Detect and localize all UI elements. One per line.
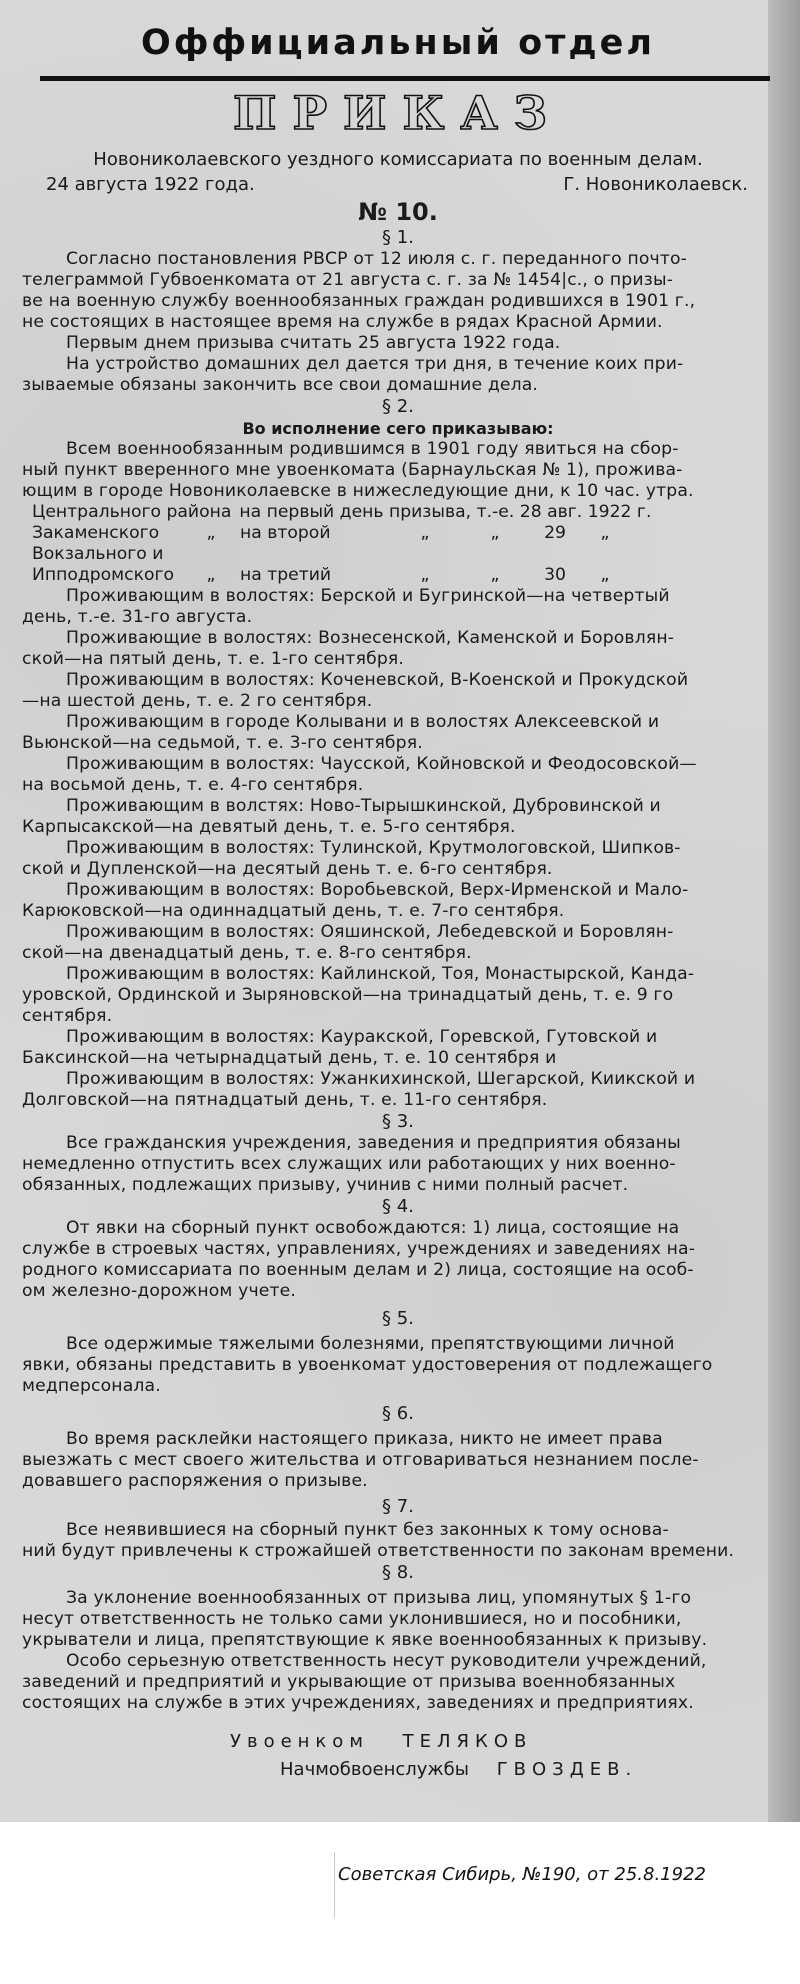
signature-name: ГВОЗДЕВ. — [496, 1759, 638, 1780]
body-line: Согласно постановления РВСР от 12 июля с. г. переданного почто- — [66, 249, 687, 269]
body-line: ющим в городе Новониколаевске в нижеследующие дни, к 10 час. утра. — [22, 481, 694, 501]
body-line: Все одержимые тяжелыми болезнями, препятствующими личной — [66, 1334, 675, 1354]
body-line: Проживающим в волостях: Ужанкихинской, Шегарской, Киикской и — [66, 1069, 696, 1089]
body-line: на восьмой день, т. е. 4-го сентября. — [22, 775, 364, 795]
ditto-mark: „ — [490, 565, 500, 585]
section-1-heading: § 1. — [382, 227, 414, 248]
district-date: 29 — [544, 523, 566, 543]
section-7-heading: § 7. — [382, 1496, 414, 1517]
section-6-heading: § 6. — [382, 1403, 414, 1424]
body-line: день, т.-е. 31-го августа. — [22, 607, 253, 627]
body-line: уровской, Ординской и Зыряновской—на тринадцатый день, т. е. 9 го — [22, 985, 674, 1005]
source-caption: Советская Сибирь, №190, от 25.8.1922 — [338, 1864, 706, 1885]
ditto-mark: „ — [600, 565, 610, 585]
district-row — [22, 523, 774, 544]
body-line: довавшего распоряжения о призыве. — [22, 1471, 368, 1491]
body-line: Все неявившиеся на сборный пункт без законных к тому основа- — [66, 1520, 669, 1540]
signature-name: ТЕЛЯКОВ — [402, 1731, 533, 1752]
caption-divider — [334, 1852, 335, 1918]
district-date: 30 — [544, 565, 566, 585]
body-line: заведений и предприятий и укрывающие от призыва военнобязанных — [22, 1672, 676, 1692]
district-day: на второй — [240, 523, 331, 543]
body-line: ской—на двенадцатый день, т. е. 8-го сентября. — [22, 943, 472, 963]
order-place: Г. Новониколаевск. — [563, 174, 748, 195]
body-line: Все гражданския учреждения, заведения и предприятия обязаны — [66, 1133, 681, 1153]
body-line: телеграммой Губвоенкомата от 21 августа с. г. за № 1454|с., о призы- — [22, 270, 674, 290]
order-number: № 10. — [358, 198, 438, 226]
body-line: ской и Дупленской—на десятый день т. е. 6-го сентября. — [22, 859, 553, 879]
district-name: Закаменского — [32, 523, 160, 543]
body-line: не состоящих в настоящее время на службе в рядах Красной Армии. — [22, 312, 663, 332]
body-line: Первым днем призыва считать 25 августа 1922 года. — [66, 333, 561, 353]
ditto-mark: „ — [206, 565, 216, 585]
signature-line — [230, 1728, 774, 1756]
body-line: ний будут привлечены к строжайшей ответственности по законам времени. — [22, 1541, 735, 1561]
body-line: На устройство домашних дел дается три дня, в течение коих при- — [66, 354, 684, 374]
signature-line — [280, 1756, 774, 1784]
district-day: на первый день призыва, т.-е. 28 авг. 1922 г. — [239, 502, 652, 522]
district-day: на третий — [240, 565, 332, 585]
section-8-heading: § 8. — [382, 1562, 414, 1583]
body-line: Проживающим в волостях: Ояшинской, Лебедевской и Боровлян- — [66, 922, 674, 942]
district-name: Центрального района — [32, 502, 232, 522]
body-line: ом железно-дорожном учете. — [22, 1281, 296, 1301]
body-line: Проживающим в волстях: Ново-Тырышкинской, Дубровинской и — [66, 796, 661, 816]
body-line: Долговской—на пятнадцатый день, т. е. 11-го сентября. — [22, 1090, 548, 1110]
body-line: ный пункт вверенного мне увоенкомата (Барнаульская № 1), прожива- — [22, 460, 683, 480]
body-line: родного комиссариата по военным делам и 2) лица, состоящие на особ- — [22, 1260, 694, 1280]
newspaper-column — [22, 0, 774, 1784]
signature-title: Начмобвоенслужбы — [280, 1759, 469, 1780]
district-name: Вокзального и — [32, 544, 164, 564]
district-name: Ипподромского — [32, 565, 175, 585]
district-row — [22, 502, 774, 523]
body-line: Проживающие в волостях: Вознесенской, Каменской и Боровлян- — [66, 628, 675, 648]
district-row — [22, 544, 774, 565]
body-line: Проживающим в волостях: Чаусской, Койновской и Феодосовской— — [66, 754, 697, 774]
body-line: Проживающим в волостях: Тулинской, Крутмологовской, Шипков- — [66, 838, 681, 858]
body-line: Карпысакской—на девятый день, т. е. 5-го сентября. — [22, 817, 516, 837]
signature-title: Увоенком — [230, 1731, 369, 1752]
body-line: службе в строевых частях, управлениях, учреждениях и заведениях на- — [22, 1239, 696, 1259]
body-line: Проживающим в волостях: Кауракской, Горевской, Гутовской и — [66, 1027, 658, 1047]
section-header: Оффициальный отдел — [140, 23, 656, 63]
body-line: выезжать с мест своего жительства и отговариваться незнанием после- — [22, 1450, 699, 1470]
body-line: Карюковской—на одиннадцатый день, т. е. 7-го сентября. — [22, 901, 565, 921]
body-line: ве на военную службу военнообязанных граждан родившихся в 1901 г., — [22, 291, 696, 311]
body-line: состоящих на службе в этих учреждениях, заведениях и предприятиях. — [22, 1693, 694, 1713]
body-line: явки, обязаны представить в увоенкомат удостоверения от подлежащего — [22, 1355, 713, 1375]
section-4-heading: § 4. — [382, 1196, 414, 1217]
ditto-mark: „ — [490, 523, 500, 543]
section-5-heading: § 5. — [382, 1308, 414, 1329]
body-line: —на шестой день, т. е. 2 го сентября. — [22, 691, 373, 711]
section-2-heading: § 2. — [382, 396, 414, 417]
body-line: медперсонала. — [22, 1376, 161, 1396]
body-line: Вьюнской—на седьмой, т. е. 3-го сентября. — [22, 733, 423, 753]
body-line: Проживающим в городе Колывани и в волостях Алексеевской и — [66, 712, 660, 732]
dateline — [22, 172, 774, 197]
body-line: Проживающим в волостях: Воробьевской, Верх-Ирменской и Мало- — [66, 880, 689, 900]
body-line: укрыватели и лица, препятствующие к явке военнообязанных к призыву. — [22, 1630, 708, 1650]
order-date: 24 августа 1922 года. — [46, 174, 255, 195]
body-line: Проживающим в волостях: Коченевской, В-Коенской и Прокудской — [66, 670, 689, 690]
body-line: Проживающим в волостях: Берской и Бугринской—на четвертый — [66, 586, 670, 606]
body-line: За уклонение военнообязанных от призыва лиц, упомянутых § 1-го — [66, 1588, 692, 1608]
header-rule — [40, 76, 770, 81]
ditto-mark: „ — [600, 523, 610, 543]
body-line: Особо серьезную ответственность несут руководители учреждений, — [66, 1651, 707, 1671]
body-line: сентября. — [22, 1006, 113, 1026]
ditto-mark: „ — [206, 523, 216, 543]
body-line: ской—на пятый день, т. е. 1-го сентября. — [22, 649, 404, 669]
ditto-mark: „ — [420, 565, 430, 585]
body-line: Всем военнообязанным родившимся в 1901 году явиться на сбор- — [66, 439, 679, 459]
body-line: немедленно отпустить всех служащих или работающих у них военно- — [22, 1154, 676, 1174]
section-3-heading: § 3. — [382, 1111, 414, 1132]
ditto-mark: „ — [420, 523, 430, 543]
body-line: несут ответственность не только сами уклонившиеся, но и пособники, — [22, 1609, 682, 1629]
body-line: зываемые обязаны закончить все свои домашние дела. — [22, 375, 539, 395]
body-line: обязанных, подлежащих призыву, учинив с ними полный расчет. — [22, 1175, 629, 1195]
order-title: ПРИКАЗ — [233, 86, 563, 140]
district-row — [22, 565, 774, 586]
body-line: От явки на сборный пункт освобождаются: 1) лица, состоящие на — [66, 1218, 680, 1238]
body-line: Проживающим в волостях: Кайлинской, Тоя, Монастырской, Канда- — [66, 964, 695, 984]
section-2-subheading: Во исполнение сего приказываю: — [242, 419, 554, 438]
body-line: Баксинской—на четырнадцатый день, т. е. 10 сентября и — [22, 1048, 557, 1068]
issuer-line: Новониколаевского уездного комиссариата по военным делам. — [93, 149, 703, 170]
body-line: Во время расклейки настоящего приказа, никто не имеет права — [66, 1429, 663, 1449]
